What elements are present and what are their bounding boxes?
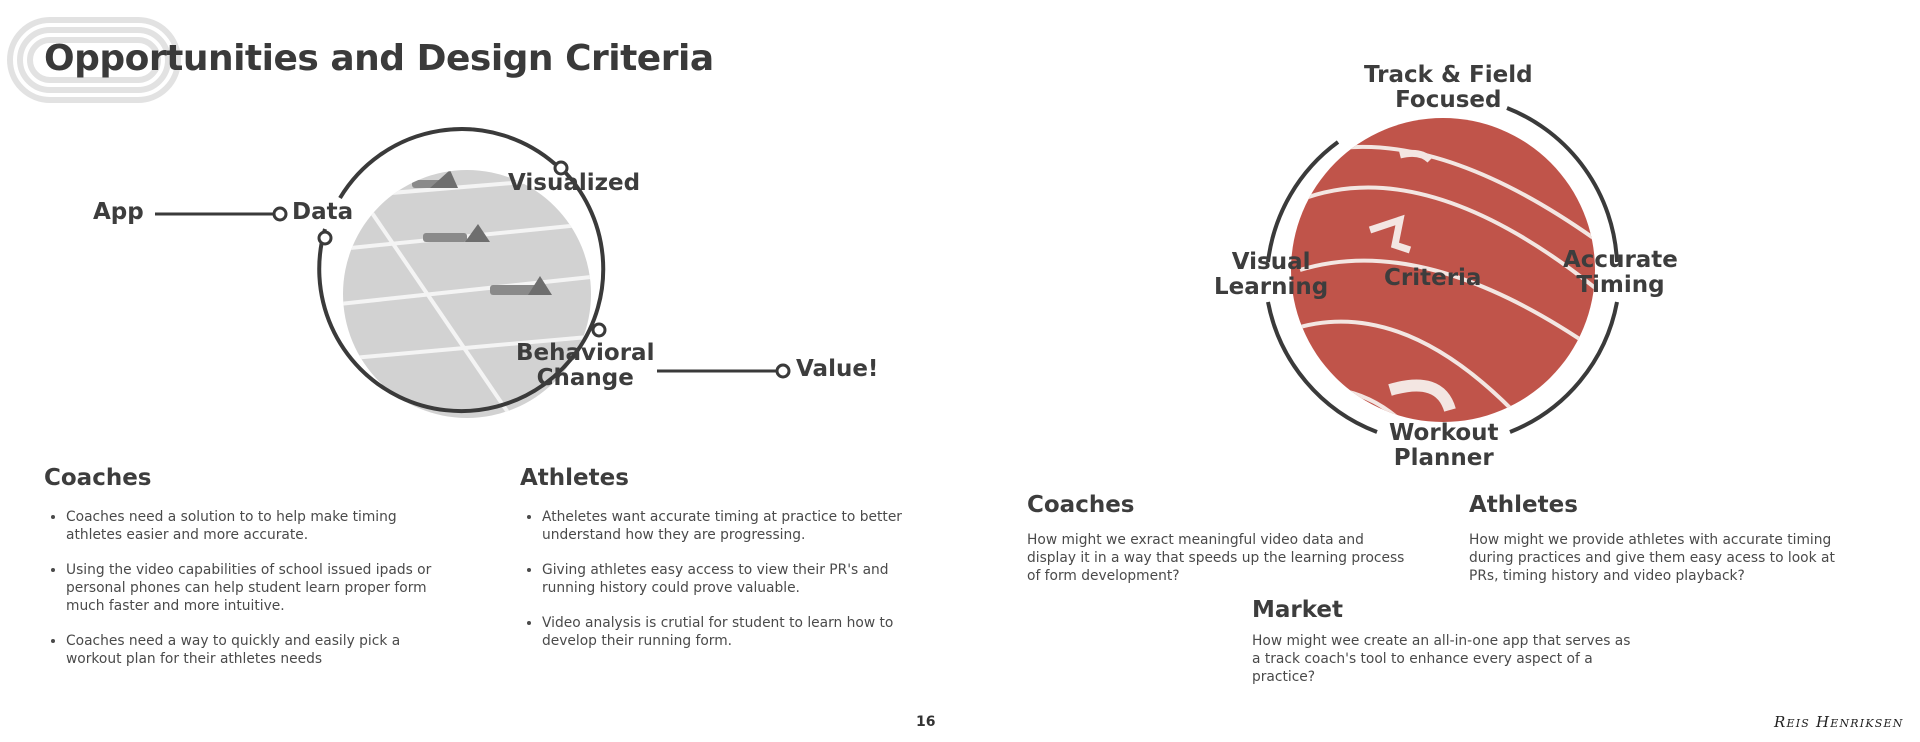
- data-label: Data: [292, 199, 354, 225]
- coaches-heading-left: Coaches: [44, 465, 152, 491]
- athletes-text-right: How might we provide athletes with accurate timing during practices and give them easy acess to look at PRs, timing history and video playback?: [1469, 532, 1835, 584]
- value-label: Value!: [796, 356, 879, 382]
- athletes-heading-left: Athletes: [520, 465, 629, 491]
- planner-line: Planner: [1393, 444, 1494, 471]
- list-item: • Video analysis is crutial for student to learn how to develop their running form.: [542, 614, 910, 650]
- workout-planner-label: [1389, 421, 1499, 471]
- workout-line: Workout: [1389, 420, 1499, 446]
- focused-line: Focused: [1395, 86, 1502, 113]
- accurate-timing-label: [1563, 248, 1678, 298]
- list-item: • Coaches need a way to quickly and easily pick a workout plan for their athletes needs: [66, 632, 444, 668]
- list-item: • Coaches need a solution to to help make timing athletes easier and more accurate.: [66, 508, 444, 544]
- list-item: • Giving athletes easy access to view their PR's and running history could prove valuable.: [542, 561, 910, 597]
- behavioral-change-label: [516, 341, 654, 391]
- coaches-text-right: How might we exract meaningful video data and display it in a way that speeds up the learning process of form development?: [1027, 532, 1405, 584]
- athletes-bullets-left: [520, 508, 910, 667]
- page-number: 16: [916, 714, 936, 730]
- page-title: Opportunities and Design Criteria: [44, 38, 714, 79]
- coaches-bullets-left: [44, 508, 444, 685]
- change-line: Change: [536, 364, 634, 391]
- app-value-diagram: [0, 0, 960, 460]
- timing-line: Timing: [1576, 271, 1665, 298]
- behavioral-line: Behavioral: [516, 340, 655, 366]
- accurate-line: Accurate: [1563, 247, 1678, 273]
- coaches-heading-right: Coaches: [1027, 492, 1135, 518]
- list-item: • Using the video capabilities of school issued ipads or personal phones can help student learn proper form much faster and more intuitive.: [66, 561, 444, 615]
- author-signature: Reis Henriksen: [1774, 713, 1904, 731]
- visualized-label: Visualized: [508, 170, 641, 196]
- track-field-focused-label: [1364, 63, 1533, 113]
- visual-learning-label: [1214, 250, 1328, 300]
- track-field-line: Track & Field: [1364, 62, 1533, 88]
- app-label: App: [93, 199, 144, 225]
- market-text: How might wee create an all-in-one app that serves as a track coach's tool to enhance every aspect of a practice?: [1252, 633, 1631, 685]
- learning-line: Learning: [1214, 273, 1329, 300]
- market-heading: Market: [1252, 597, 1344, 623]
- visual-line: Visual: [1231, 249, 1311, 275]
- list-item: • Atheletes want accurate timing at practice to better understand how they are progressing.: [542, 508, 910, 544]
- athletes-heading-right: Athletes: [1469, 492, 1578, 518]
- criteria-label: Criteria: [1384, 265, 1482, 291]
